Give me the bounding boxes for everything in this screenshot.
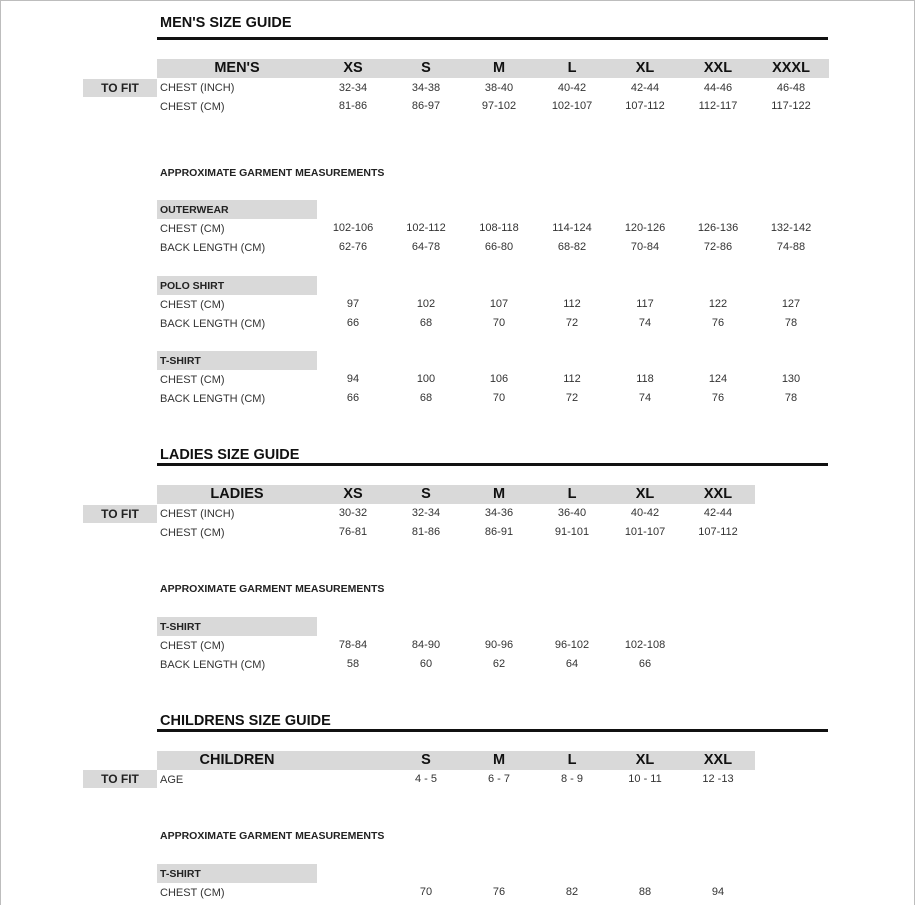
men-category-t-shirt: T-SHIRT [160,355,201,367]
ladies-row-label: CHEST (CM) [160,640,225,652]
ladies-fit-row-label: CHEST (INCH) [160,508,235,520]
men-category-polo-shirt: POLO SHIRT [160,280,225,292]
ladies-fit-value: 40-42 [630,507,660,519]
ladies-fit-value: 101-107 [624,526,666,538]
men-row-label: BACK LENGTH (CM) [160,318,266,330]
men-row-label: BACK LENGTH (CM) [160,242,266,254]
men-fit-value: 107-112 [625,100,665,112]
men-title-rule [157,37,828,40]
men-value: 74 [638,392,652,404]
men-row-label: BACK LENGTH (CM) [160,393,266,405]
men-fit-value: 32-34 [338,82,368,94]
ladies-fit-value: 32-34 [411,507,441,519]
men-value: 97 [346,298,360,310]
men-fit-value: 42-44 [630,82,660,94]
men-value: 66-80 [484,241,514,253]
men-value: 132-142 [770,222,812,234]
men-section-title: MEN'S SIZE GUIDE [160,15,292,31]
ladies-section-title: LADIES SIZE GUIDE [160,447,300,463]
men-value: 70-84 [630,241,660,253]
ladies-value: 60 [419,658,433,670]
ladies-size-header: XL [635,486,655,502]
men-value: 76 [711,392,725,404]
men-size-header: XL [635,60,655,76]
ladies-value: 66 [638,658,652,670]
men-value: 66 [346,392,360,404]
children-approx-heading: APPROXIMATE GARMENT MEASUREMENTS [160,830,385,842]
men-fit-row-label: CHEST (INCH) [160,82,235,94]
men-size-header: S [421,60,431,76]
children-size-header: S [421,752,431,768]
children-size-header: L [567,752,577,768]
men-fit-value: 102-107 [551,100,593,112]
ladies-value: 96-102 [554,639,590,651]
men-fit-value: 81-86 [338,100,368,112]
men-value: 74-88 [776,241,806,253]
children-fit-value: 4 - 5 [414,773,437,785]
men-value: 76 [711,317,725,329]
men-header-label: MEN'S [214,60,260,76]
children-section-title: CHILDRENS SIZE GUIDE [160,713,331,729]
ladies-value: 102-108 [624,639,666,651]
ladies-size-header: M [492,486,506,502]
men-value: 120-126 [624,222,666,234]
ladies-size-header: S [421,486,431,502]
ladies-size-header: XXL [703,486,733,502]
men-value: 72 [565,317,579,329]
men-fit-value: 38-40 [484,82,514,94]
men-value: 78 [784,317,798,329]
men-value: 100 [416,373,436,385]
men-value: 127 [781,298,801,310]
men-value: 102-106 [332,222,374,234]
ladies-size-header: XS [343,486,363,502]
children-value: 82 [565,886,579,898]
men-value: 112 [563,298,581,310]
ladies-fit-value: 30-32 [338,507,368,519]
ladies-fit-value: 91-101 [554,526,590,538]
men-value: 64-78 [411,241,441,253]
men-value: 70 [492,392,506,404]
ladies-title-rule [157,463,828,466]
ladies-size-header: L [567,486,577,502]
men-value: 94 [346,373,360,385]
ladies-fit-value: 107-112 [698,526,738,538]
men-size-header: M [492,60,506,76]
children-fit-value: 12 -13 [702,773,734,785]
ladies-value: 58 [346,658,360,670]
men-value: 130 [781,373,801,385]
men-value: 72 [565,392,579,404]
men-category-outerwear: OUTERWEAR [160,204,229,216]
men-value: 78 [784,392,798,404]
men-value: 112 [563,373,581,385]
men-fit-value: 97-102 [481,100,517,112]
ladies-value: 78-84 [338,639,368,651]
men-value: 108-118 [479,222,519,234]
men-fit-value: 86-97 [411,100,441,112]
ladies-header-label: LADIES [210,486,264,502]
men-value: 68-82 [557,241,587,253]
children-fit-row-label: AGE [160,774,184,786]
men-fit-value: 46-48 [776,82,806,94]
men-fit-value: 34-38 [411,82,441,94]
men-fit-value: 117-122 [771,100,811,112]
men-value: 102-112 [406,222,446,234]
ladies-to-fit-label: TO FIT [83,505,157,523]
men-value: 72-86 [703,241,733,253]
men-fit-row-label: CHEST (CM) [160,101,225,113]
men-row-label: CHEST (CM) [160,299,225,311]
children-to-fit-label: TO FIT [83,770,157,788]
men-value: 62-76 [338,241,368,253]
ladies-row-label: BACK LENGTH (CM) [160,659,266,671]
children-row-label: CHEST (CM) [160,887,225,899]
children-category-t-shirt: T-SHIRT [160,868,201,880]
ladies-approx-heading: APPROXIMATE GARMENT MEASUREMENTS [160,583,385,595]
men-value: 68 [419,392,433,404]
men-fit-value: 44-46 [703,82,733,94]
men-to-fit-label: TO FIT [83,79,157,97]
children-value: 88 [638,886,652,898]
ladies-fit-value: 34-36 [484,507,514,519]
men-value: 126-136 [697,222,739,234]
ladies-value: 90-96 [484,639,514,651]
children-size-header: XL [635,752,655,768]
men-value: 107 [489,298,509,310]
children-header-label: CHILDREN [199,752,275,768]
men-fit-value: 40-42 [557,82,587,94]
men-value: 122 [708,298,728,310]
children-value: 94 [711,886,725,898]
children-value: 76 [492,886,506,898]
ladies-fit-value: 86-91 [484,526,514,538]
ladies-fit-row-label: CHEST (CM) [160,527,225,539]
men-size-header: XS [343,60,363,76]
children-fit-value: 6 - 7 [487,773,510,785]
ladies-value: 84-90 [411,639,441,651]
children-title-rule [157,729,828,732]
men-value: 74 [638,317,652,329]
men-value: 114-124 [552,222,592,234]
men-row-label: CHEST (CM) [160,374,225,386]
men-value: 70 [492,317,506,329]
ladies-category-t-shirt: T-SHIRT [160,621,201,633]
men-value: 66 [346,317,360,329]
men-value: 106 [489,373,509,385]
men-value: 68 [419,317,433,329]
children-value: 70 [419,886,433,898]
men-value: 102 [416,298,436,310]
men-approx-heading: APPROXIMATE GARMENT MEASUREMENTS [160,167,385,179]
men-size-header: XXXL [772,60,810,76]
ladies-value: 62 [492,658,506,670]
children-fit-value: 10 - 11 [628,773,662,785]
ladies-fit-value: 76-81 [338,526,368,538]
men-fit-value: 112-117 [698,100,738,112]
children-size-header: M [492,752,506,768]
ladies-fit-value: 42-44 [703,507,733,519]
men-value: 124 [708,373,728,385]
children-size-header: XXL [703,752,733,768]
ladies-fit-value: 36-40 [557,507,587,519]
ladies-value: 64 [565,658,579,670]
children-fit-value: 8 - 9 [560,773,583,785]
men-value: 118 [636,373,654,385]
ladies-fit-value: 81-86 [411,526,441,538]
men-row-label: CHEST (CM) [160,223,225,235]
men-size-header: XXL [703,60,733,76]
men-value: 117 [636,298,654,310]
men-size-header: L [567,60,577,76]
